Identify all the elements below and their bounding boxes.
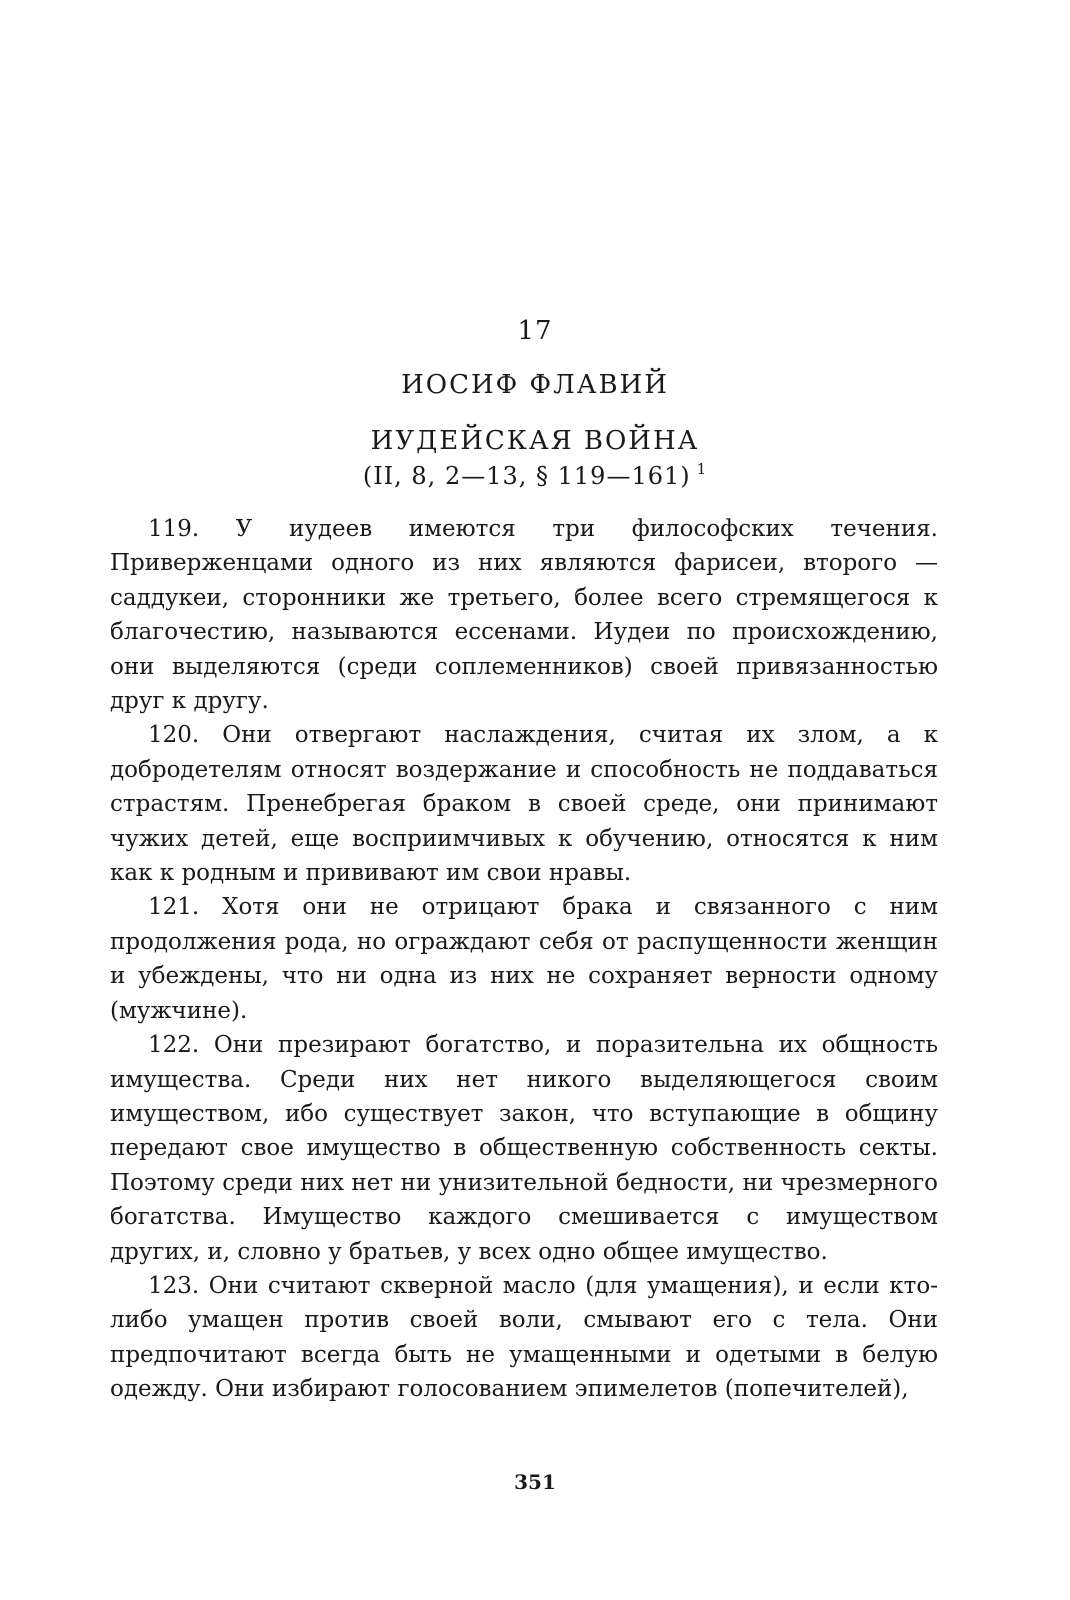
source-reference: [0, 462, 1070, 490]
footnote-marker: 1: [696, 460, 708, 478]
paragraph-120: 120. Они отвергают наслаждения, считая их злом, а к добродетелям относят воздержание и способность не поддаваться страстям. Пренебрегая браком в своей среде, они принимают чужих детей, еще восприимчивых к обучению, относятся к ним как к родным и прививают им свои нравы.: [110, 722, 938, 887]
page-number: 351: [514, 1470, 556, 1494]
paragraph-121: 121. Хотя они не отрицают брака и связанного с ним продолжения рода, но ограждают себя от распущенности женщин и убеждены, что ни одна из них не сохраняет верности одному (мужчине).: [110, 894, 938, 1024]
paragraph-122: 122. Они презирают богатство, и поразительна их общность имущества. Среди них нет никого выделяющегося своим имуществом, ибо существует закон, что вступающие в общину передают свое имущество в общественную собственность секты. Поэтому среди них нет ни унизительной бедности, ни чрезмерного богатства. Имущество каждого смешивается с имуществом других, и, словно у братьев, у всех одно общее имущество.: [110, 1032, 938, 1265]
paragraph-123: 123. Они считают скверной масло (для умащения), и если кто-либо умащен против своей воли, смывают его с тела. Они предпочитают всегда быть не умащенными и одетыми в белую одежду. Они избирают голосованием эпимелетов (попечителей),: [110, 1272, 938, 1403]
section-number: 17: [517, 316, 553, 346]
body-text: [110, 512, 938, 1407]
author-heading: ИОСИФ ФЛАВИЙ: [401, 370, 669, 400]
reference-text: (II, 8, 2—13, § 119—161): [362, 462, 691, 490]
paragraph-119: 119. У иудеев имеются три философских течения. Приверженцами одного из них являются фарисеи, второго — саддукеи, сторонники же третьего, более всего стремящегося к благочестию, называются ессенами. Иудеи по происхождению, они выделяются (среди соплеменников) своей привязанностью друг к другу.: [110, 516, 938, 715]
work-title: ИУДЕЙСКАЯ ВОЙНА: [370, 426, 700, 456]
